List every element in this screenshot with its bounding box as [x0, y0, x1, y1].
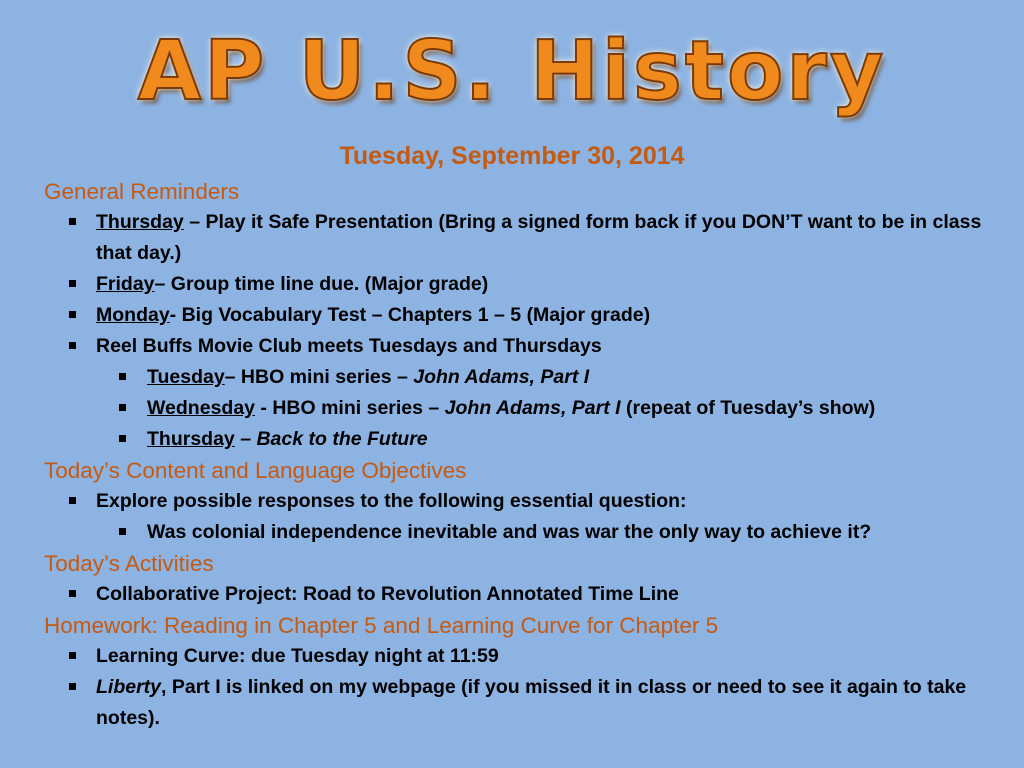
activities-heading: Today’s Activities — [44, 551, 214, 576]
bullet-icon — [69, 683, 76, 690]
list-item-thursday — [44, 207, 989, 269]
list-item-explore — [44, 486, 989, 517]
reminders-heading: General Reminders — [44, 179, 240, 204]
item-text: – HBO mini series – — [224, 366, 414, 388]
bullet-icon — [69, 311, 76, 318]
list-item-reel-buffs — [44, 331, 989, 362]
movie-title: John Adams, Part I — [444, 397, 621, 419]
objectives-heading: Today’s Content and Language Objectives — [44, 458, 467, 483]
bullet-icon — [69, 590, 76, 597]
slide-title: AP U.S. History — [137, 24, 887, 119]
item-text: Explore possible responses to the following essential question: — [96, 490, 687, 512]
list-item-tuesday-movie — [44, 362, 989, 393]
day-label: Friday — [96, 273, 155, 295]
day-label: Monday — [96, 304, 170, 326]
item-text: - HBO mini series – — [255, 397, 445, 419]
list-item-project — [44, 579, 989, 610]
list-item-liberty — [44, 672, 989, 734]
day-label: Wednesday — [147, 397, 256, 419]
slide-content — [44, 176, 989, 734]
movie-title: Back to the Future — [256, 428, 428, 450]
list-item-thursday-movie — [44, 424, 989, 455]
list-item-learning-curve — [44, 641, 989, 672]
bullet-icon — [69, 652, 76, 659]
bullet-icon — [119, 404, 126, 411]
item-text: - Big Vocabulary Test – Chapters 1 – 5 (Major grade) — [169, 304, 651, 326]
bullet-icon — [69, 280, 76, 287]
slide-date: Tuesday, September 30, 2014 — [339, 142, 685, 170]
day-label: Thursday — [147, 428, 235, 450]
item-text: – Group time line due. (Major grade) — [154, 273, 489, 295]
day-label: Thursday — [96, 211, 184, 233]
item-text: , Part I is linked on my webpage (if you missed it in class or need to see it again to take notes). — [96, 676, 967, 729]
item-text: – Play it Safe Presentation (Bring a signed form back if you DON’T want to be in class that day.) — [96, 211, 982, 264]
homework-heading: Homework: Reading in Chapter 5 and Learning Curve for Chapter 5 — [44, 613, 719, 638]
item-text: Collaborative Project: Road to Revolution Annotated Time Line — [96, 583, 679, 605]
item-text: Reel Buffs Movie Club meets Tuesdays and Thursdays — [96, 335, 602, 357]
movie-title: John Adams, Part I — [413, 366, 590, 388]
list-item-wednesday-movie — [44, 393, 989, 424]
bullet-icon — [119, 528, 126, 535]
list-item-monday — [44, 300, 989, 331]
day-label: Tuesday — [147, 366, 225, 388]
bullet-icon — [69, 497, 76, 504]
bullet-icon — [119, 373, 126, 380]
item-text: Was colonial independence inevitable and was war the only way to achieve it? — [147, 521, 872, 543]
bullet-icon — [69, 342, 76, 349]
list-item-friday — [44, 269, 989, 300]
item-text-tail: (repeat of Tuesday’s show) — [620, 397, 876, 419]
book-title: Liberty — [96, 676, 162, 698]
item-text: – — [234, 428, 257, 450]
bullet-icon — [119, 435, 126, 442]
list-item-question — [44, 517, 989, 548]
bullet-icon — [69, 218, 76, 225]
item-text: Learning Curve: due Tuesday night at 11:59 — [96, 645, 499, 667]
